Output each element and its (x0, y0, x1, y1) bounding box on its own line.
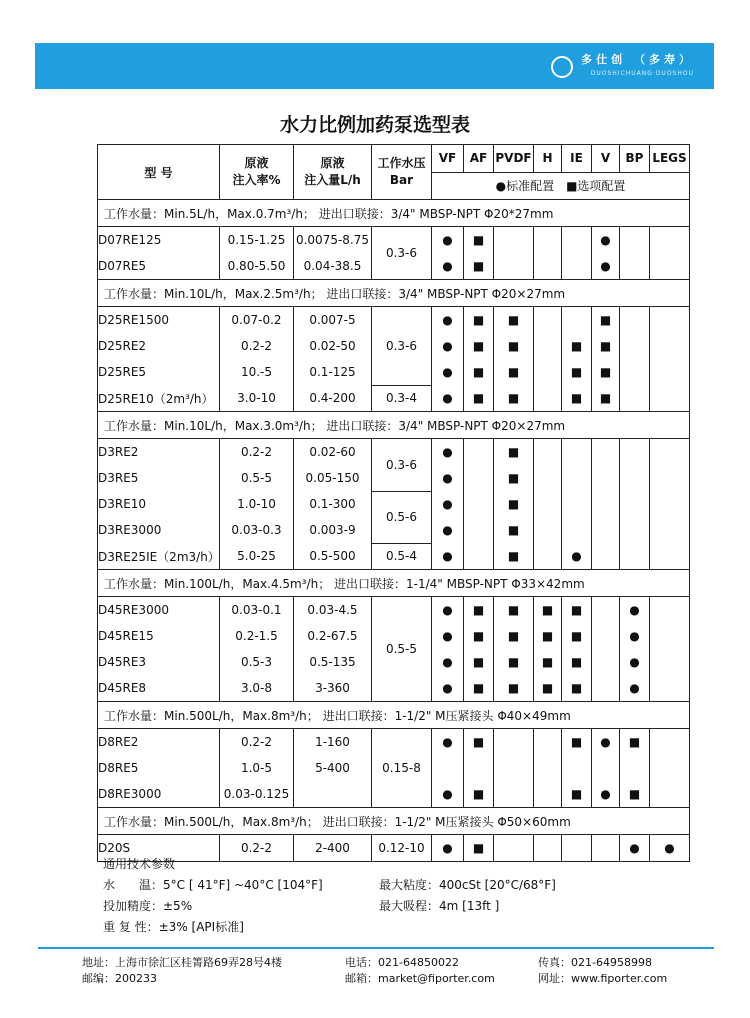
inject-volume-cell: 0.0075-8.75 (294, 227, 372, 254)
option-mark (620, 307, 650, 334)
footer-col-contact (345, 955, 495, 987)
option-mark: ■ (534, 649, 562, 675)
inject-volume-cell: 3-360 (294, 675, 372, 702)
inject-rate-cell: 0.80-5.50 (220, 253, 294, 280)
option-mark (534, 781, 562, 808)
option-mark: ■ (464, 597, 494, 624)
option-mark: ■ (562, 623, 592, 649)
inject-volume-cell: 0.1-125 (294, 359, 372, 385)
inject-rate-cell: 0.2-1.5 (220, 623, 294, 649)
section-header (98, 280, 690, 307)
section-info: 工作水量：Min.100L/h，Max.4.5m³/h； 进出口联接：1-1/4" MBSP-NPT Φ33×42mm (98, 570, 690, 597)
option-mark: ● (592, 781, 620, 808)
option-mark (464, 439, 494, 466)
inject-volume-cell: 0.5-500 (294, 543, 372, 570)
option-mark (650, 333, 690, 359)
table-row (98, 439, 690, 466)
inject-volume-cell: 0.1-300 (294, 491, 372, 517)
inject-rate-cell: 10.-5 (220, 359, 294, 385)
section-info: 工作水量：Min.500L/h，Max.8m³/h； 进出口联接：1-1/2" M压紧接头 Φ40×49mm (98, 702, 690, 729)
header-model: 型 号 (98, 145, 220, 200)
option-mark (534, 439, 562, 466)
spec-repeatability: 重 复 性：±3% [API标准] (103, 920, 244, 934)
option-mark (562, 491, 592, 517)
model-cell: D3RE25IE（2m3/h） (98, 543, 220, 570)
option-mark: ■ (464, 227, 494, 254)
option-mark (432, 755, 464, 781)
option-mark (592, 755, 620, 781)
section-header (98, 702, 690, 729)
model-cell: D45RE15 (98, 623, 220, 649)
option-mark: ● (592, 253, 620, 280)
table-row (98, 543, 690, 570)
option-mark: ■ (494, 543, 534, 570)
option-mark: ■ (494, 491, 534, 517)
option-mark: ● (432, 675, 464, 702)
option-mark (650, 755, 690, 781)
model-cell: D45RE3 (98, 649, 220, 675)
section-info: 工作水量：Min.10L/h，Max.3.0m³/h； 进出口联接：3/4" MBSP-NPT Φ20×27mm (98, 412, 690, 439)
tech-specs (103, 854, 556, 938)
option-mark: ■ (464, 253, 494, 280)
page-title: 水力比例加药泵选型表 (279, 114, 470, 136)
spec-row (103, 875, 556, 896)
option-mark: ● (432, 649, 464, 675)
option-mark: ● (432, 307, 464, 334)
option-mark: ■ (464, 359, 494, 385)
model-cell: D3RE2 (98, 439, 220, 466)
model-cell: D8RE3000 (98, 781, 220, 808)
legend: ●标准配置 ■选项配置 (432, 172, 690, 200)
model-cell: D25RE5 (98, 359, 220, 385)
pressure-cell: 0.5-6 (372, 491, 432, 543)
option-mark: ● (432, 623, 464, 649)
model-cell: D3RE10 (98, 491, 220, 517)
option-mark: ■ (464, 835, 494, 862)
model-cell: D25RE2 (98, 333, 220, 359)
option-mark (620, 359, 650, 385)
option-mark (650, 385, 690, 412)
option-mark: ■ (562, 597, 592, 624)
pressure-cell: 0.12-10 (372, 835, 432, 862)
option-mark: ■ (494, 385, 534, 412)
option-mark (592, 439, 620, 466)
option-mark: ● (620, 623, 650, 649)
section-info: 工作水量：Min.500L/h，Max.8m³/h； 进出口联接：1-1/2" M压紧接头 Φ50×60mm (98, 808, 690, 835)
option-mark (620, 253, 650, 280)
option-mark: ■ (494, 517, 534, 543)
option-mark (562, 253, 592, 280)
header-option-vf: VF (432, 145, 464, 173)
option-mark: ■ (464, 729, 494, 756)
option-mark (534, 517, 562, 543)
section-info: 工作水量：Min.5L/h，Max.0.7m³/h； 进出口联接：3/4" MBSP-NPT Φ20*27mm (98, 200, 690, 227)
header-option-v: V (592, 145, 620, 173)
inject-volume-cell: 5-400 (294, 755, 372, 781)
option-mark: ● (432, 729, 464, 756)
option-mark (650, 359, 690, 385)
inject-volume-cell: 0.02-60 (294, 439, 372, 466)
option-mark (562, 439, 592, 466)
option-mark (562, 835, 592, 862)
option-mark: ■ (562, 649, 592, 675)
option-mark (650, 675, 690, 702)
option-mark: ● (592, 729, 620, 756)
option-mark (534, 543, 562, 570)
option-mark (620, 385, 650, 412)
option-mark: ■ (464, 307, 494, 334)
header-option-ie: IE (562, 145, 592, 173)
footer-divider (38, 947, 714, 949)
option-mark: ● (592, 227, 620, 254)
model-cell: D45RE3000 (98, 597, 220, 624)
table-row (98, 491, 690, 517)
spec-accuracy: 投加精度：±5% (103, 899, 193, 913)
header-option-h: H (534, 145, 562, 173)
inject-rate-cell: 0.2-2 (220, 439, 294, 466)
option-mark (534, 385, 562, 412)
footer-postcode: 邮编：200233 (82, 972, 157, 985)
table-row (98, 729, 690, 756)
section-info: 工作水量：Min.10L/h，Max.2.5m³/h； 进出口联接：3/4" MBSP-NPT Φ20×27mm (98, 280, 690, 307)
option-mark: ● (432, 543, 464, 570)
inject-volume-cell: 0.02-50 (294, 333, 372, 359)
option-mark: ■ (620, 781, 650, 808)
option-mark (620, 439, 650, 466)
header-option-pvdf: PVDF (494, 145, 534, 173)
option-mark: ■ (562, 729, 592, 756)
footer-website[interactable]: 网址：www.fiporter.com (538, 972, 668, 985)
option-mark (534, 729, 562, 756)
option-mark: ■ (494, 675, 534, 702)
model-cell: D25RE1500 (98, 307, 220, 334)
model-cell: D25RE10（2m³/h） (98, 385, 220, 412)
spec-row (103, 896, 500, 917)
footer-col-web (538, 955, 667, 987)
option-mark: ■ (494, 333, 534, 359)
pressure-cell: 0.3-6 (372, 227, 432, 280)
option-mark (562, 227, 592, 254)
footer-phone: 电话：021-64850022 (345, 956, 459, 969)
option-mark: ● (620, 649, 650, 675)
inject-volume-cell: 0.2-67.5 (294, 623, 372, 649)
option-mark (534, 227, 562, 254)
spec-max-suction: 最大吸程：4m [13ft ] (379, 899, 500, 913)
option-mark: ■ (562, 359, 592, 385)
model-cell: D07RE5 (98, 253, 220, 280)
pressure-cell: 0.5-5 (372, 597, 432, 702)
inject-volume-cell: 0.03-4.5 (294, 597, 372, 624)
option-mark: ■ (620, 729, 650, 756)
logo-mark-icon (551, 56, 573, 78)
pressure-cell: 0.15-8 (372, 729, 432, 808)
brand-subtitle: DUOSHICHUANG·DUOSHOU (590, 70, 694, 77)
option-mark: ■ (562, 333, 592, 359)
option-mark (464, 491, 494, 517)
option-mark (534, 491, 562, 517)
option-mark: ■ (464, 623, 494, 649)
option-mark: ● (432, 781, 464, 808)
inject-rate-cell: 3.0-8 (220, 675, 294, 702)
option-mark: ● (562, 543, 592, 570)
model-cell: D3RE5 (98, 465, 220, 491)
option-mark (592, 465, 620, 491)
option-mark: ● (432, 253, 464, 280)
option-mark (592, 543, 620, 570)
option-mark (592, 623, 620, 649)
inject-rate-cell: 0.2-2 (220, 333, 294, 359)
option-mark: ■ (534, 675, 562, 702)
brand-name: 多仕创 （多寿） (581, 53, 694, 66)
option-mark: ■ (592, 359, 620, 385)
option-mark: ● (432, 359, 464, 385)
option-mark (494, 227, 534, 254)
pressure-cell: 0.3-6 (372, 307, 432, 386)
option-mark: ■ (562, 675, 592, 702)
header-option-bp: BP (620, 145, 650, 173)
option-mark: ■ (494, 439, 534, 466)
option-mark: ● (432, 597, 464, 624)
inject-rate-cell: 0.03-0.125 (220, 781, 294, 808)
option-mark (562, 517, 592, 543)
option-mark (534, 307, 562, 334)
option-mark (534, 359, 562, 385)
option-mark (650, 491, 690, 517)
header-option-legs: LEGS (650, 145, 690, 173)
spec-max-viscosity: 最大粘度：400cSt [20°C/68°F] (379, 878, 556, 892)
table-row (98, 307, 690, 334)
option-mark (620, 465, 650, 491)
option-mark: ● (432, 439, 464, 466)
option-mark: ■ (592, 333, 620, 359)
option-mark: ■ (494, 465, 534, 491)
option-mark (534, 253, 562, 280)
inject-rate-cell: 0.5-5 (220, 465, 294, 491)
pressure-cell: 0.3-6 (372, 439, 432, 492)
option-mark (650, 517, 690, 543)
option-mark (494, 835, 534, 862)
option-mark (592, 649, 620, 675)
option-mark: ■ (464, 333, 494, 359)
inject-rate-cell: 0.15-1.25 (220, 227, 294, 254)
option-mark: ■ (464, 649, 494, 675)
inject-rate-cell: 1.0-5 (220, 755, 294, 781)
inject-rate-cell: 0.2-2 (220, 835, 294, 862)
table-row (98, 227, 690, 254)
option-mark (464, 543, 494, 570)
section-header (98, 412, 690, 439)
table-row (98, 385, 690, 412)
inject-volume-cell: 0.05-150 (294, 465, 372, 491)
option-mark (494, 253, 534, 280)
option-mark (650, 729, 690, 756)
footer-address: 地址：上海市徐汇区桂箐路69弄28号4楼 (82, 956, 282, 969)
inject-volume-cell: 0.04-38.5 (294, 253, 372, 280)
option-mark: ■ (464, 781, 494, 808)
header-inject-rate: 原液 注入率% (220, 145, 294, 200)
model-cell: D45RE8 (98, 675, 220, 702)
option-mark (464, 465, 494, 491)
option-mark (650, 623, 690, 649)
option-mark (620, 227, 650, 254)
table-row (98, 597, 690, 624)
inject-rate-cell: 5.0-25 (220, 543, 294, 570)
header-banner (35, 43, 714, 89)
option-mark: ● (432, 835, 464, 862)
option-mark (650, 439, 690, 466)
option-mark (534, 333, 562, 359)
option-mark: ● (650, 835, 690, 862)
spec-row (103, 917, 323, 938)
option-mark (562, 755, 592, 781)
option-mark: ● (620, 835, 650, 862)
footer-email[interactable]: 邮箱：market@fiporter.com (345, 972, 495, 985)
option-mark (650, 781, 690, 808)
option-mark (534, 755, 562, 781)
option-mark (534, 835, 562, 862)
option-mark (494, 755, 534, 781)
inject-rate-cell: 0.5-3 (220, 649, 294, 675)
model-cell: D20S (98, 835, 220, 862)
option-mark (592, 835, 620, 862)
footer-col-address (82, 955, 282, 987)
inject-rate-cell: 0.03-0.3 (220, 517, 294, 543)
inject-volume-cell: 1-160 (294, 729, 372, 756)
option-mark: ● (432, 385, 464, 412)
option-mark (534, 465, 562, 491)
option-mark: ■ (562, 781, 592, 808)
option-mark: ■ (494, 623, 534, 649)
option-mark (650, 597, 690, 624)
inject-volume-cell (294, 781, 372, 808)
model-cell: D07RE125 (98, 227, 220, 254)
option-mark (562, 465, 592, 491)
spec-water-temp: 水 温：5°C [ 41°F] ~40°C [104°F] (103, 878, 323, 892)
option-mark (620, 517, 650, 543)
specs-heading: 通用技术参数 (103, 857, 176, 871)
header-pressure: 工作水压 Bar (372, 145, 432, 200)
option-mark (620, 491, 650, 517)
inject-rate-cell: 0.07-0.2 (220, 307, 294, 334)
inject-volume-cell: 0.003-9 (294, 517, 372, 543)
section-header (98, 200, 690, 227)
option-mark (650, 307, 690, 334)
option-mark (650, 253, 690, 280)
section-header (98, 570, 690, 597)
option-mark: ■ (464, 675, 494, 702)
option-mark (650, 649, 690, 675)
header-option-af: AF (464, 145, 494, 173)
inject-volume-cell: 0.007-5 (294, 307, 372, 334)
brand-logo (581, 51, 694, 77)
inject-volume-cell: 2-400 (294, 835, 372, 862)
option-mark (620, 755, 650, 781)
option-mark (464, 517, 494, 543)
option-mark: ● (620, 597, 650, 624)
option-mark: ■ (464, 385, 494, 412)
option-mark: ■ (494, 649, 534, 675)
inject-rate-cell: 0.03-0.1 (220, 597, 294, 624)
inject-rate-cell: 3.0-10 (220, 385, 294, 412)
model-cell: D3RE3000 (98, 517, 220, 543)
inject-rate-cell: 0.2-2 (220, 729, 294, 756)
option-mark (592, 597, 620, 624)
option-mark: ■ (534, 597, 562, 624)
option-mark (592, 491, 620, 517)
option-mark: ■ (592, 385, 620, 412)
option-mark: ■ (494, 359, 534, 385)
inject-volume-cell: 0.5-135 (294, 649, 372, 675)
option-mark (592, 517, 620, 543)
option-mark (494, 729, 534, 756)
pressure-cell: 0.5-4 (372, 543, 432, 570)
option-mark (592, 675, 620, 702)
model-cell: D8RE5 (98, 755, 220, 781)
option-mark: ● (432, 491, 464, 517)
header-inject-volume: 原液 注入量L/h (294, 145, 372, 200)
option-mark: ■ (562, 385, 592, 412)
inject-volume-cell: 0.4-200 (294, 385, 372, 412)
option-mark (650, 543, 690, 570)
model-cell: D8RE2 (98, 729, 220, 756)
option-mark: ● (432, 227, 464, 254)
option-mark (650, 465, 690, 491)
footer-fax: 传真：021-64958998 (538, 956, 652, 969)
option-mark: ● (432, 517, 464, 543)
option-mark (620, 333, 650, 359)
option-mark: ● (432, 333, 464, 359)
option-mark (620, 543, 650, 570)
selection-table (97, 144, 690, 862)
option-mark (562, 307, 592, 334)
option-mark: ■ (534, 623, 562, 649)
pressure-cell: 0.3-4 (372, 385, 432, 412)
section-header (98, 808, 690, 835)
option-mark: ● (432, 465, 464, 491)
option-mark: ■ (494, 307, 534, 334)
option-mark: ● (620, 675, 650, 702)
option-mark: ■ (592, 307, 620, 334)
inject-rate-cell: 1.0-10 (220, 491, 294, 517)
option-mark (494, 781, 534, 808)
option-mark (650, 227, 690, 254)
option-mark (464, 755, 494, 781)
option-mark: ■ (494, 597, 534, 624)
